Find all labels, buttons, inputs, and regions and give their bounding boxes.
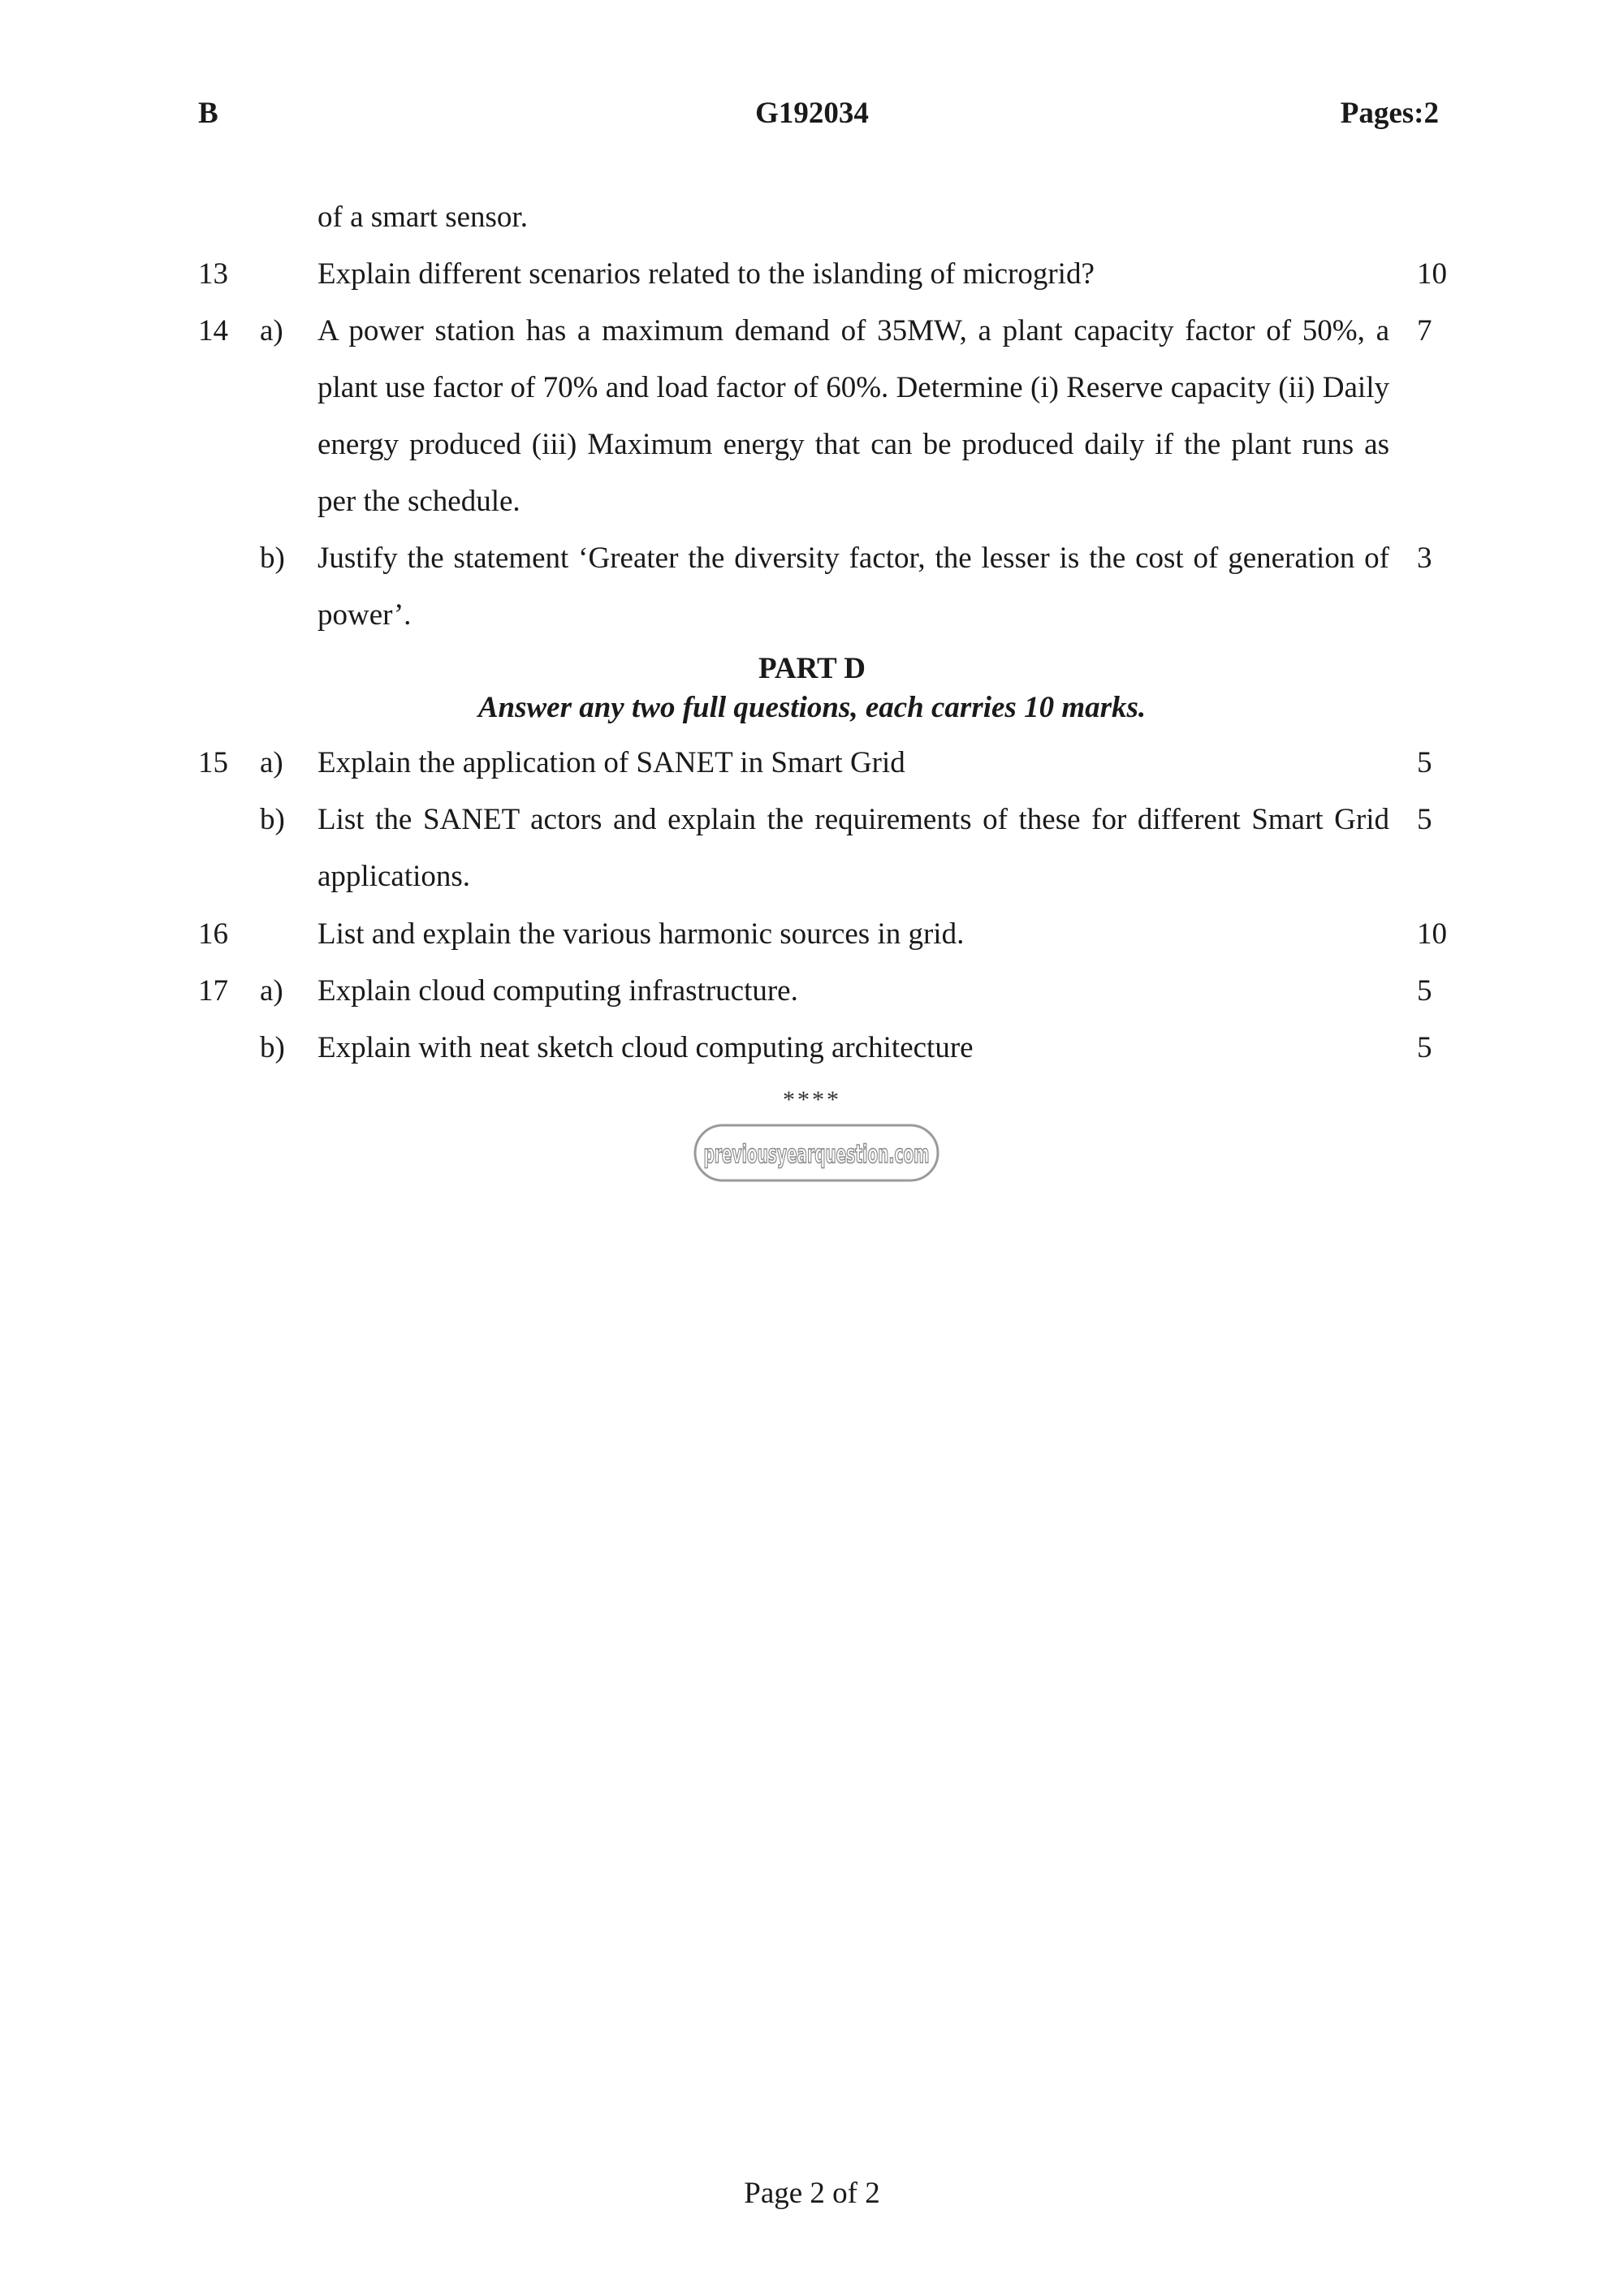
question-marks: 5 <box>1417 746 1432 779</box>
question-text: Explain the application of SANET in Smart Grid <box>317 746 905 779</box>
question-text: A power station has a maximum demand of 35MW, a plant capacity factor of 50%, a plant use factor of 70% and load factor of 60%. Determine (i) Reserve capacity (ii) Daily energy produced (iii) Maximum energy that can be produced daily if the plant runs as per the schedule. <box>317 314 1389 518</box>
sub-question-label: b) <box>260 542 285 575</box>
series-label: B <box>198 97 218 130</box>
question-text: Explain cloud computing infrastructure. <box>317 974 798 1008</box>
question-text: List the SANET actors and explain the requirements of these for different Smart Grid applications. <box>317 803 1389 893</box>
question-marks: 10 <box>1417 917 1447 951</box>
part-d-instruction: Answer any two full questions, each carries 10 marks. <box>477 691 1147 724</box>
paper-code: G192034 <box>755 97 869 130</box>
question-number: 13 <box>198 257 228 291</box>
continuation-text: of a smart sensor. <box>317 201 528 234</box>
question-marks: 5 <box>1417 1031 1432 1064</box>
sub-question-label: b) <box>260 1031 285 1064</box>
sub-question-label: a) <box>260 314 283 347</box>
question-number: 15 <box>198 746 228 779</box>
svg-text:previousyearquestion.com: previousyearquestion.com <box>703 1140 930 1169</box>
sub-question-label: a) <box>260 974 283 1008</box>
question-text: Justify the statement ‘Greater the diversity factor, the lesser is the cost of generation of power’. <box>317 542 1389 632</box>
question-marks: 10 <box>1417 257 1447 291</box>
question-number: 14 <box>198 314 228 347</box>
end-marker: **** <box>783 1086 841 1113</box>
part-d-title: PART D <box>758 652 866 685</box>
question-text: List and explain the various harmonic sources in grid. <box>317 917 965 951</box>
question-number: 17 <box>198 974 228 1008</box>
watermark-logo <box>693 1120 940 1185</box>
question-text: Explain with neat sketch cloud computing architecture <box>317 1031 974 1064</box>
sub-question-label: a) <box>260 746 283 779</box>
question-marks: 3 <box>1417 542 1432 575</box>
question-marks: 5 <box>1417 974 1432 1008</box>
pages-count: Pages:2 <box>1340 97 1439 130</box>
question-marks: 5 <box>1417 803 1432 836</box>
question-marks: 7 <box>1417 314 1432 347</box>
question-number: 16 <box>198 917 228 951</box>
page-footer: Page 2 of 2 <box>744 2177 880 2210</box>
sub-question-label: b) <box>260 803 285 836</box>
question-text: Explain different scenarios related to the islanding of microgrid? <box>317 257 1095 291</box>
